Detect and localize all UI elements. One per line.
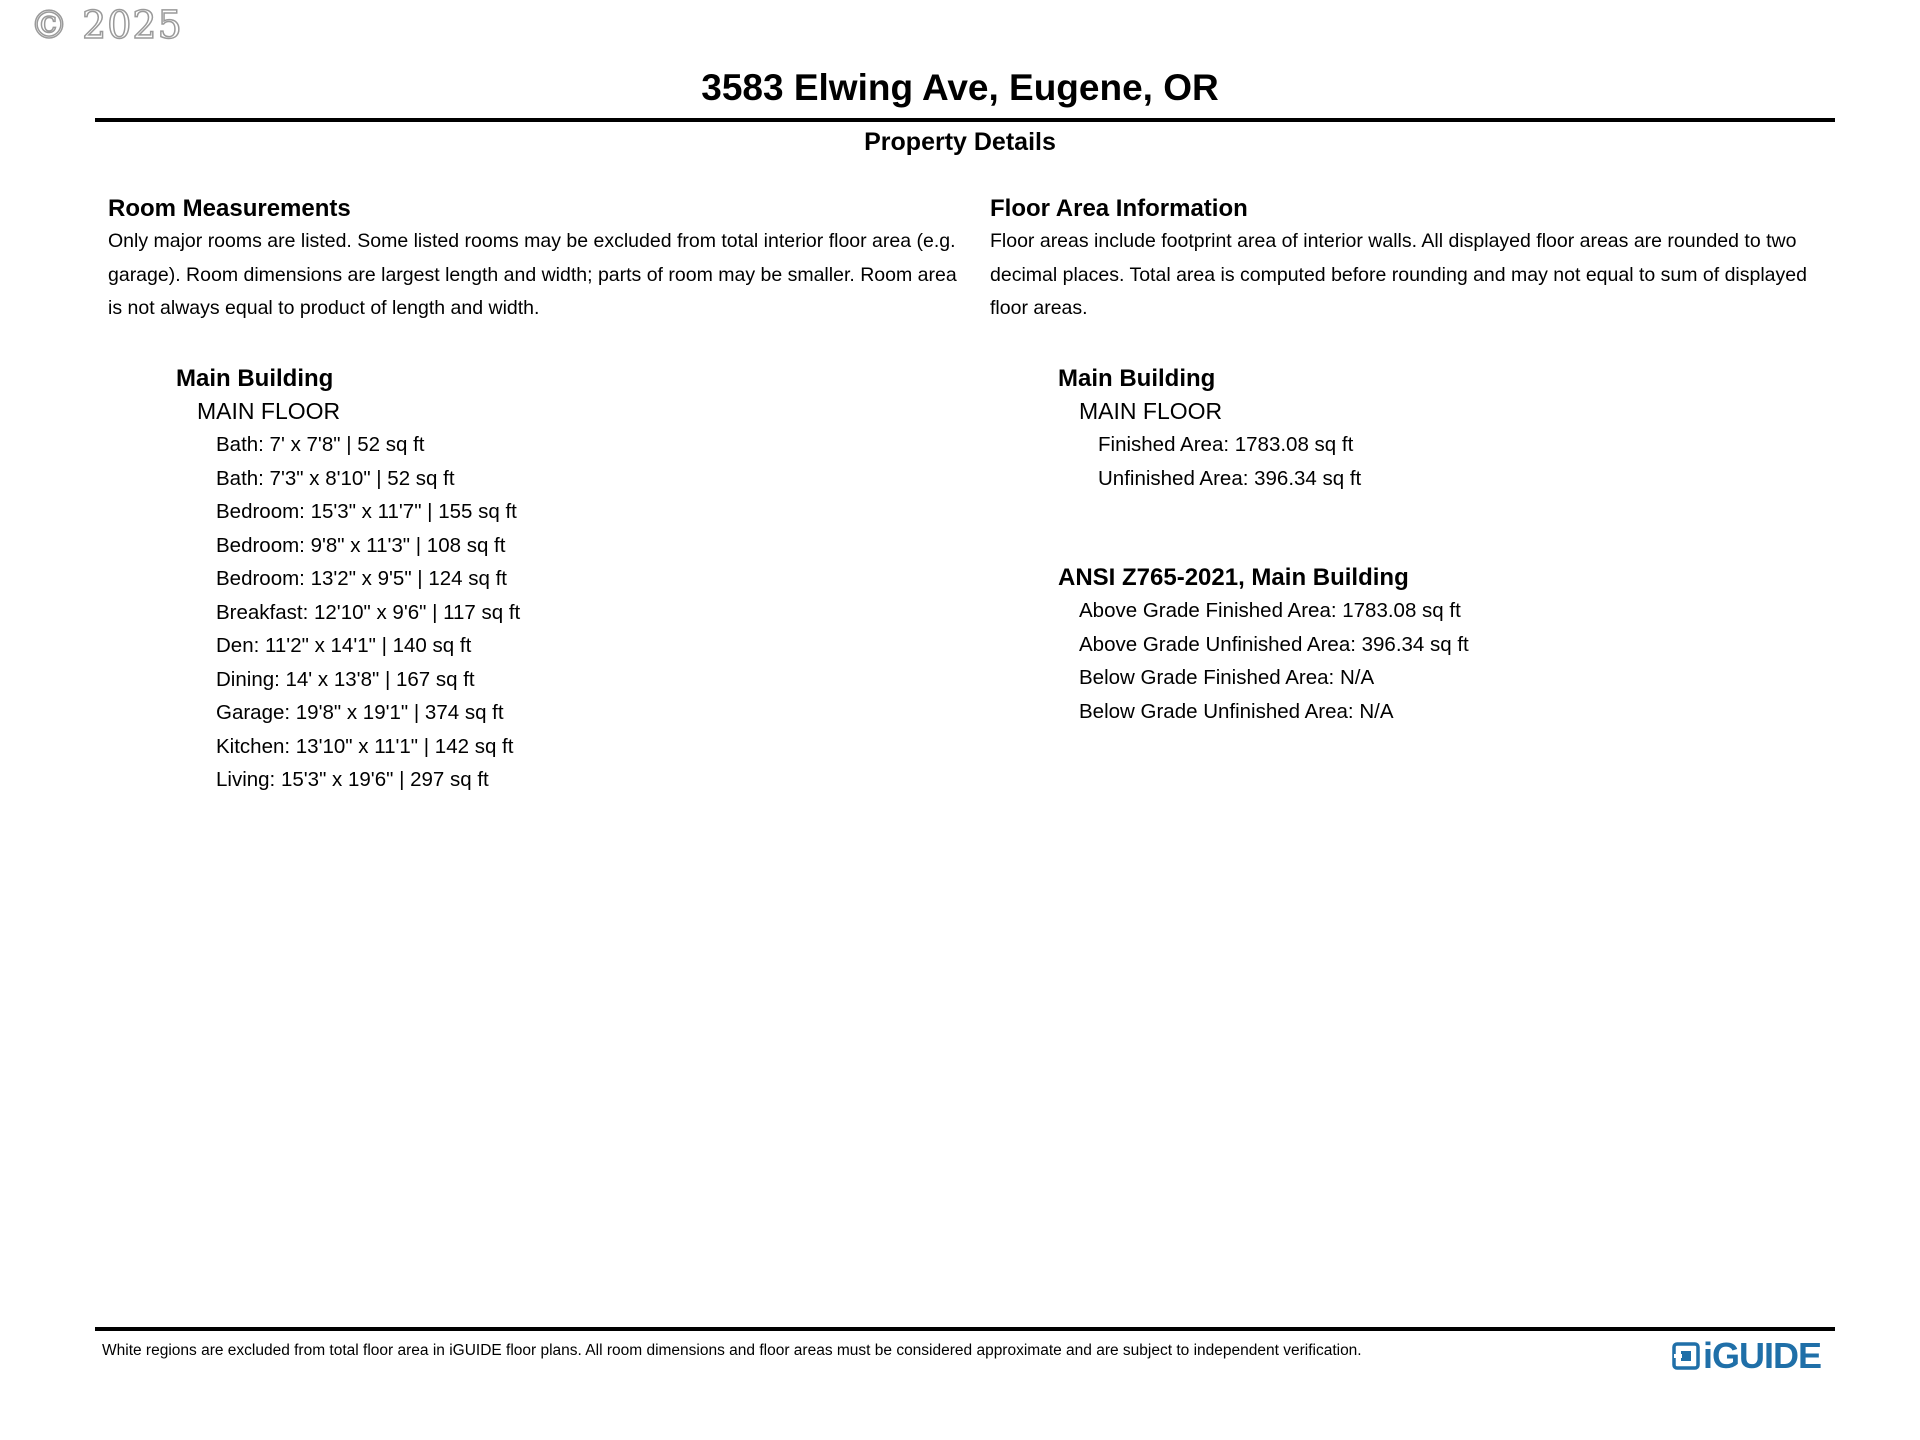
ansi-list-item: Above Grade Unfinished Area: 396.34 sq ft xyxy=(1079,632,1469,656)
room-list-item: Bedroom: 13'2" x 9'5" | 124 sq ft xyxy=(216,567,507,590)
copyright-watermark: © 2025 xyxy=(30,3,183,47)
ansi-heading: ANSI Z765-2021, Main Building xyxy=(1058,564,1409,591)
area-list-item: Finished Area: 1783.08 sq ft xyxy=(1098,433,1354,456)
room-list-item: Bedroom: 9'8" x 11'3" | 108 sq ft xyxy=(216,533,506,557)
footer-divider xyxy=(95,1327,1835,1331)
ansi-list xyxy=(1079,594,1850,728)
room-list-item: Bedroom: 15'3" x 11'7" | 155 sq ft xyxy=(216,500,517,523)
floor-area-heading: Floor Area Information xyxy=(990,195,1248,222)
header-divider xyxy=(95,118,1835,122)
iguide-logo-icon xyxy=(1672,1342,1700,1370)
footer-disclaimer: White regions are excluded from total floor area in iGUIDE floor plans. All room dimensions and floor areas must be considered approximate and are subject to independent verification. xyxy=(102,1342,1362,1359)
room-list-item: Bath: 7'3" x 8'10" | 52 sq ft xyxy=(216,466,455,490)
page-subtitle: Property Details xyxy=(864,128,1056,156)
room-list-item: Living: 15'3" x 19'6" | 297 sq ft xyxy=(216,768,489,791)
room-measurements-description: Only major rooms are listed. Some listed rooms may be excluded from total interior floor area (e.g. garage). Room dimensions are largest length and width; parts of room may be smaller. Room area is not always equal to product of length and width. xyxy=(108,230,957,319)
room-list-item: Dining: 14' x 13'8" | 167 sq ft xyxy=(216,667,475,691)
ansi-list-item: Below Grade Unfinished Area: N/A xyxy=(1079,699,1394,723)
area-building-block xyxy=(1058,362,1850,496)
iguide-logo xyxy=(1672,1336,1821,1376)
floor-area-section xyxy=(990,193,1850,728)
room-list-item: Bath: 7' x 7'8" | 52 sq ft xyxy=(216,433,425,456)
room-list-item: Breakfast: 12'10" x 9'6" | 117 sq ft xyxy=(216,600,521,624)
area-building-heading: Main Building xyxy=(1058,364,1216,392)
room-building-block xyxy=(176,362,968,797)
ansi-list-item: Below Grade Finished Area: N/A xyxy=(1079,666,1375,689)
page-title: 3583 Elwing Ave, Eugene, OR xyxy=(701,67,1219,108)
room-measurements-section xyxy=(108,193,968,797)
area-floor-heading: MAIN FLOOR xyxy=(1079,397,1223,424)
room-measurements-heading: Room Measurements xyxy=(108,195,351,222)
ansi-block xyxy=(1058,561,1850,728)
room-floor-heading: MAIN FLOOR xyxy=(197,397,341,424)
area-list xyxy=(1098,428,1850,495)
room-list-item: Den: 11'2" x 14'1" | 140 sq ft xyxy=(216,634,472,657)
ansi-list-item: Above Grade Finished Area: 1783.08 sq ft xyxy=(1079,599,1461,622)
iguide-logo-text: iGUIDE xyxy=(1703,1335,1822,1376)
room-building-heading: Main Building xyxy=(176,364,334,392)
area-list-item: Unfinished Area: 396.34 sq ft xyxy=(1098,466,1362,490)
floor-area-description: Floor areas include footprint area of interior walls. All displayed floor areas are rounded to two decimal places. Total area is computed before rounding and may not equal to sum of displayed floor areas. xyxy=(990,230,1807,319)
room-list-item: Kitchen: 13'10" x 11'1" | 142 sq ft xyxy=(216,734,514,758)
room-list-item: Garage: 19'8" x 19'1" | 374 sq ft xyxy=(216,701,504,724)
room-list xyxy=(216,428,968,797)
